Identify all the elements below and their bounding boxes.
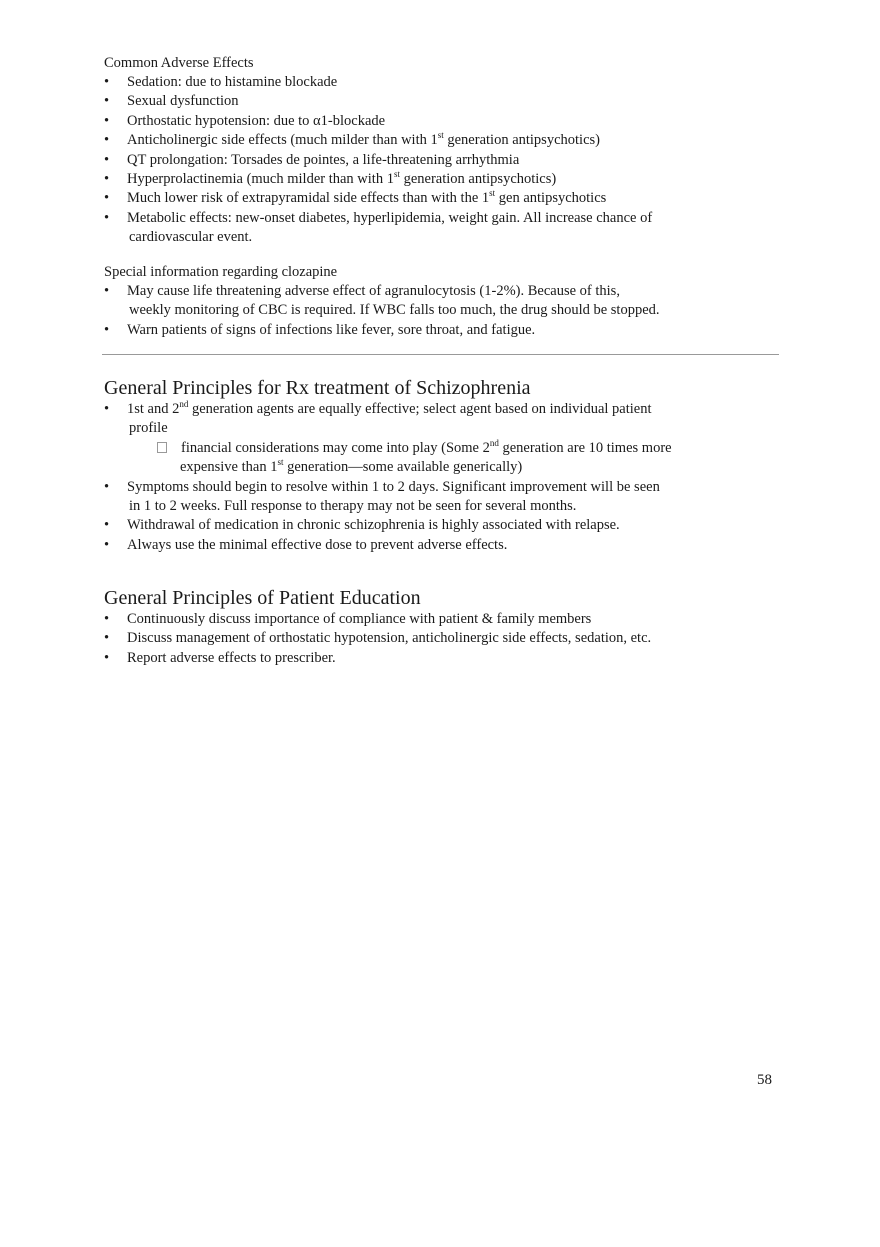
list-item bbox=[104, 189, 784, 208]
item-text: Report adverse effects to prescriber. bbox=[127, 649, 336, 666]
list-item bbox=[104, 478, 784, 517]
bullet-icon: • bbox=[104, 517, 110, 534]
adverse-effects-section bbox=[104, 54, 784, 248]
bullet-icon: • bbox=[104, 536, 110, 553]
item-text: generation antipsychotics) bbox=[399, 171, 557, 188]
item-text: Orthostatic hypotension: due to α1-blockade bbox=[127, 112, 386, 129]
sub-item bbox=[127, 439, 784, 478]
schizophrenia-heading: General Principles for Rx treatment of Schizophrenia bbox=[104, 377, 531, 399]
bullet-icon: • bbox=[104, 478, 110, 495]
clozapine-title: Special information regarding clozapine bbox=[104, 264, 338, 280]
item-continuation: weekly monitoring of CBC is required. If WBC falls too much, the drug should be stopped. bbox=[129, 302, 660, 319]
bullet-icon: • bbox=[104, 93, 110, 110]
section-divider bbox=[102, 354, 779, 355]
item-text: Continuously discuss importance of compliance with patient & family members bbox=[127, 611, 592, 627]
bullet-icon: • bbox=[104, 209, 110, 226]
bullet-icon: • bbox=[104, 649, 110, 666]
item-text: Sexual dysfunction bbox=[127, 93, 239, 110]
sub-item-text: generation—some available generically) bbox=[283, 459, 523, 476]
item-continuation: cardiovascular event. bbox=[129, 229, 253, 246]
item-text: Hyperprolactinemia (much milder than with 1 bbox=[127, 171, 394, 188]
list-item bbox=[104, 629, 784, 648]
item-text: Metabolic effects: new-onset diabetes, hyperlipidemia, weight gain. All increase chance of bbox=[127, 209, 653, 226]
item-text: Much lower risk of extrapyramidal side effects than with the 1 bbox=[127, 190, 490, 207]
adverse-effects-title: Common Adverse Effects bbox=[104, 55, 254, 71]
list-item bbox=[104, 170, 784, 189]
item-text: May cause life threatening adverse effect of agranulocytosis (1-2%). Because of this, bbox=[127, 283, 620, 299]
item-continuation: profile bbox=[129, 420, 168, 437]
patient-education-heading: General Principles of Patient Education bbox=[104, 587, 421, 609]
bullet-icon: • bbox=[104, 151, 110, 168]
schizophrenia-section bbox=[104, 376, 784, 555]
list-item bbox=[104, 282, 784, 321]
item-superscript: nd bbox=[179, 399, 189, 410]
item-text: Symptoms should begin to resolve within 1 to 2 days. Significant improvement will be seen bbox=[127, 478, 660, 495]
item-text: Always use the minimal effective dose to prevent adverse effects. bbox=[127, 536, 508, 553]
item-text: Anticholinergic side effects (much milder than with 1 bbox=[127, 132, 438, 149]
list-item bbox=[104, 112, 784, 131]
sub-item-continuation bbox=[157, 458, 784, 477]
bullet-icon: • bbox=[104, 321, 110, 338]
list-item bbox=[104, 131, 784, 150]
bullet-icon: • bbox=[104, 611, 110, 627]
item-text: Warn patients of signs of infections like fever, sore throat, and fatigue. bbox=[127, 321, 536, 338]
list-item bbox=[104, 321, 784, 340]
bullet-icon: • bbox=[104, 401, 110, 417]
bullet-icon: • bbox=[104, 74, 110, 90]
item-text: 1st and 2 bbox=[127, 401, 180, 417]
bullet-icon: • bbox=[104, 112, 110, 129]
patient-education-list bbox=[104, 610, 784, 668]
item-text: Withdrawal of medication in chronic schizophrenia is highly associated with relapse. bbox=[127, 517, 620, 534]
list-item bbox=[104, 400, 784, 478]
list-item bbox=[104, 536, 784, 555]
list-item bbox=[104, 516, 784, 535]
sub-item-text: generation are 10 times more bbox=[498, 439, 672, 456]
sub-item-text: expensive than 1 bbox=[180, 459, 278, 476]
list-item bbox=[104, 92, 784, 111]
item-text: generation agents are equally effective; select agent based on individual patient bbox=[188, 401, 652, 417]
list-item bbox=[104, 73, 784, 92]
bullet-icon: • bbox=[104, 132, 110, 149]
item-text: Sedation: due to histamine blockade bbox=[127, 74, 338, 90]
schizophrenia-list bbox=[104, 400, 784, 478]
bullet-icon: • bbox=[104, 190, 110, 207]
item-superscript: st bbox=[393, 169, 400, 180]
bullet-icon: • bbox=[104, 283, 110, 299]
item-superscript: st bbox=[489, 188, 496, 199]
item-text: QT prolongation: Torsades de pointes, a life-threatening arrhythmia bbox=[127, 151, 520, 168]
item-text: gen antipsychotics bbox=[495, 190, 607, 207]
list-item bbox=[104, 151, 784, 170]
adverse-effects-list bbox=[104, 73, 784, 248]
item-text: generation antipsychotics) bbox=[443, 132, 600, 149]
list-item bbox=[104, 209, 784, 248]
sub-item-superscript: nd bbox=[489, 437, 499, 448]
clozapine-list bbox=[104, 282, 784, 340]
schizophrenia-list-continued bbox=[104, 478, 784, 556]
page-number: 58 bbox=[757, 1072, 772, 1088]
bullet-icon: • bbox=[104, 630, 110, 647]
item-text: Discuss management of orthostatic hypotension, anticholinergic side effects, sedation, etc. bbox=[127, 630, 652, 647]
clozapine-section bbox=[104, 263, 784, 340]
item-superscript: st bbox=[437, 130, 444, 141]
item-continuation: in 1 to 2 weeks. Full response to therapy may not be seen for several months. bbox=[129, 498, 577, 515]
list-item bbox=[104, 649, 784, 668]
patient-education-section bbox=[104, 586, 784, 668]
sub-item-superscript: st bbox=[277, 457, 284, 468]
sub-item-text: financial considerations may come into play (Some 2 bbox=[181, 439, 490, 456]
list-item bbox=[104, 610, 784, 629]
bullet-icon: • bbox=[104, 171, 110, 188]
square-bullet-icon bbox=[157, 442, 167, 453]
